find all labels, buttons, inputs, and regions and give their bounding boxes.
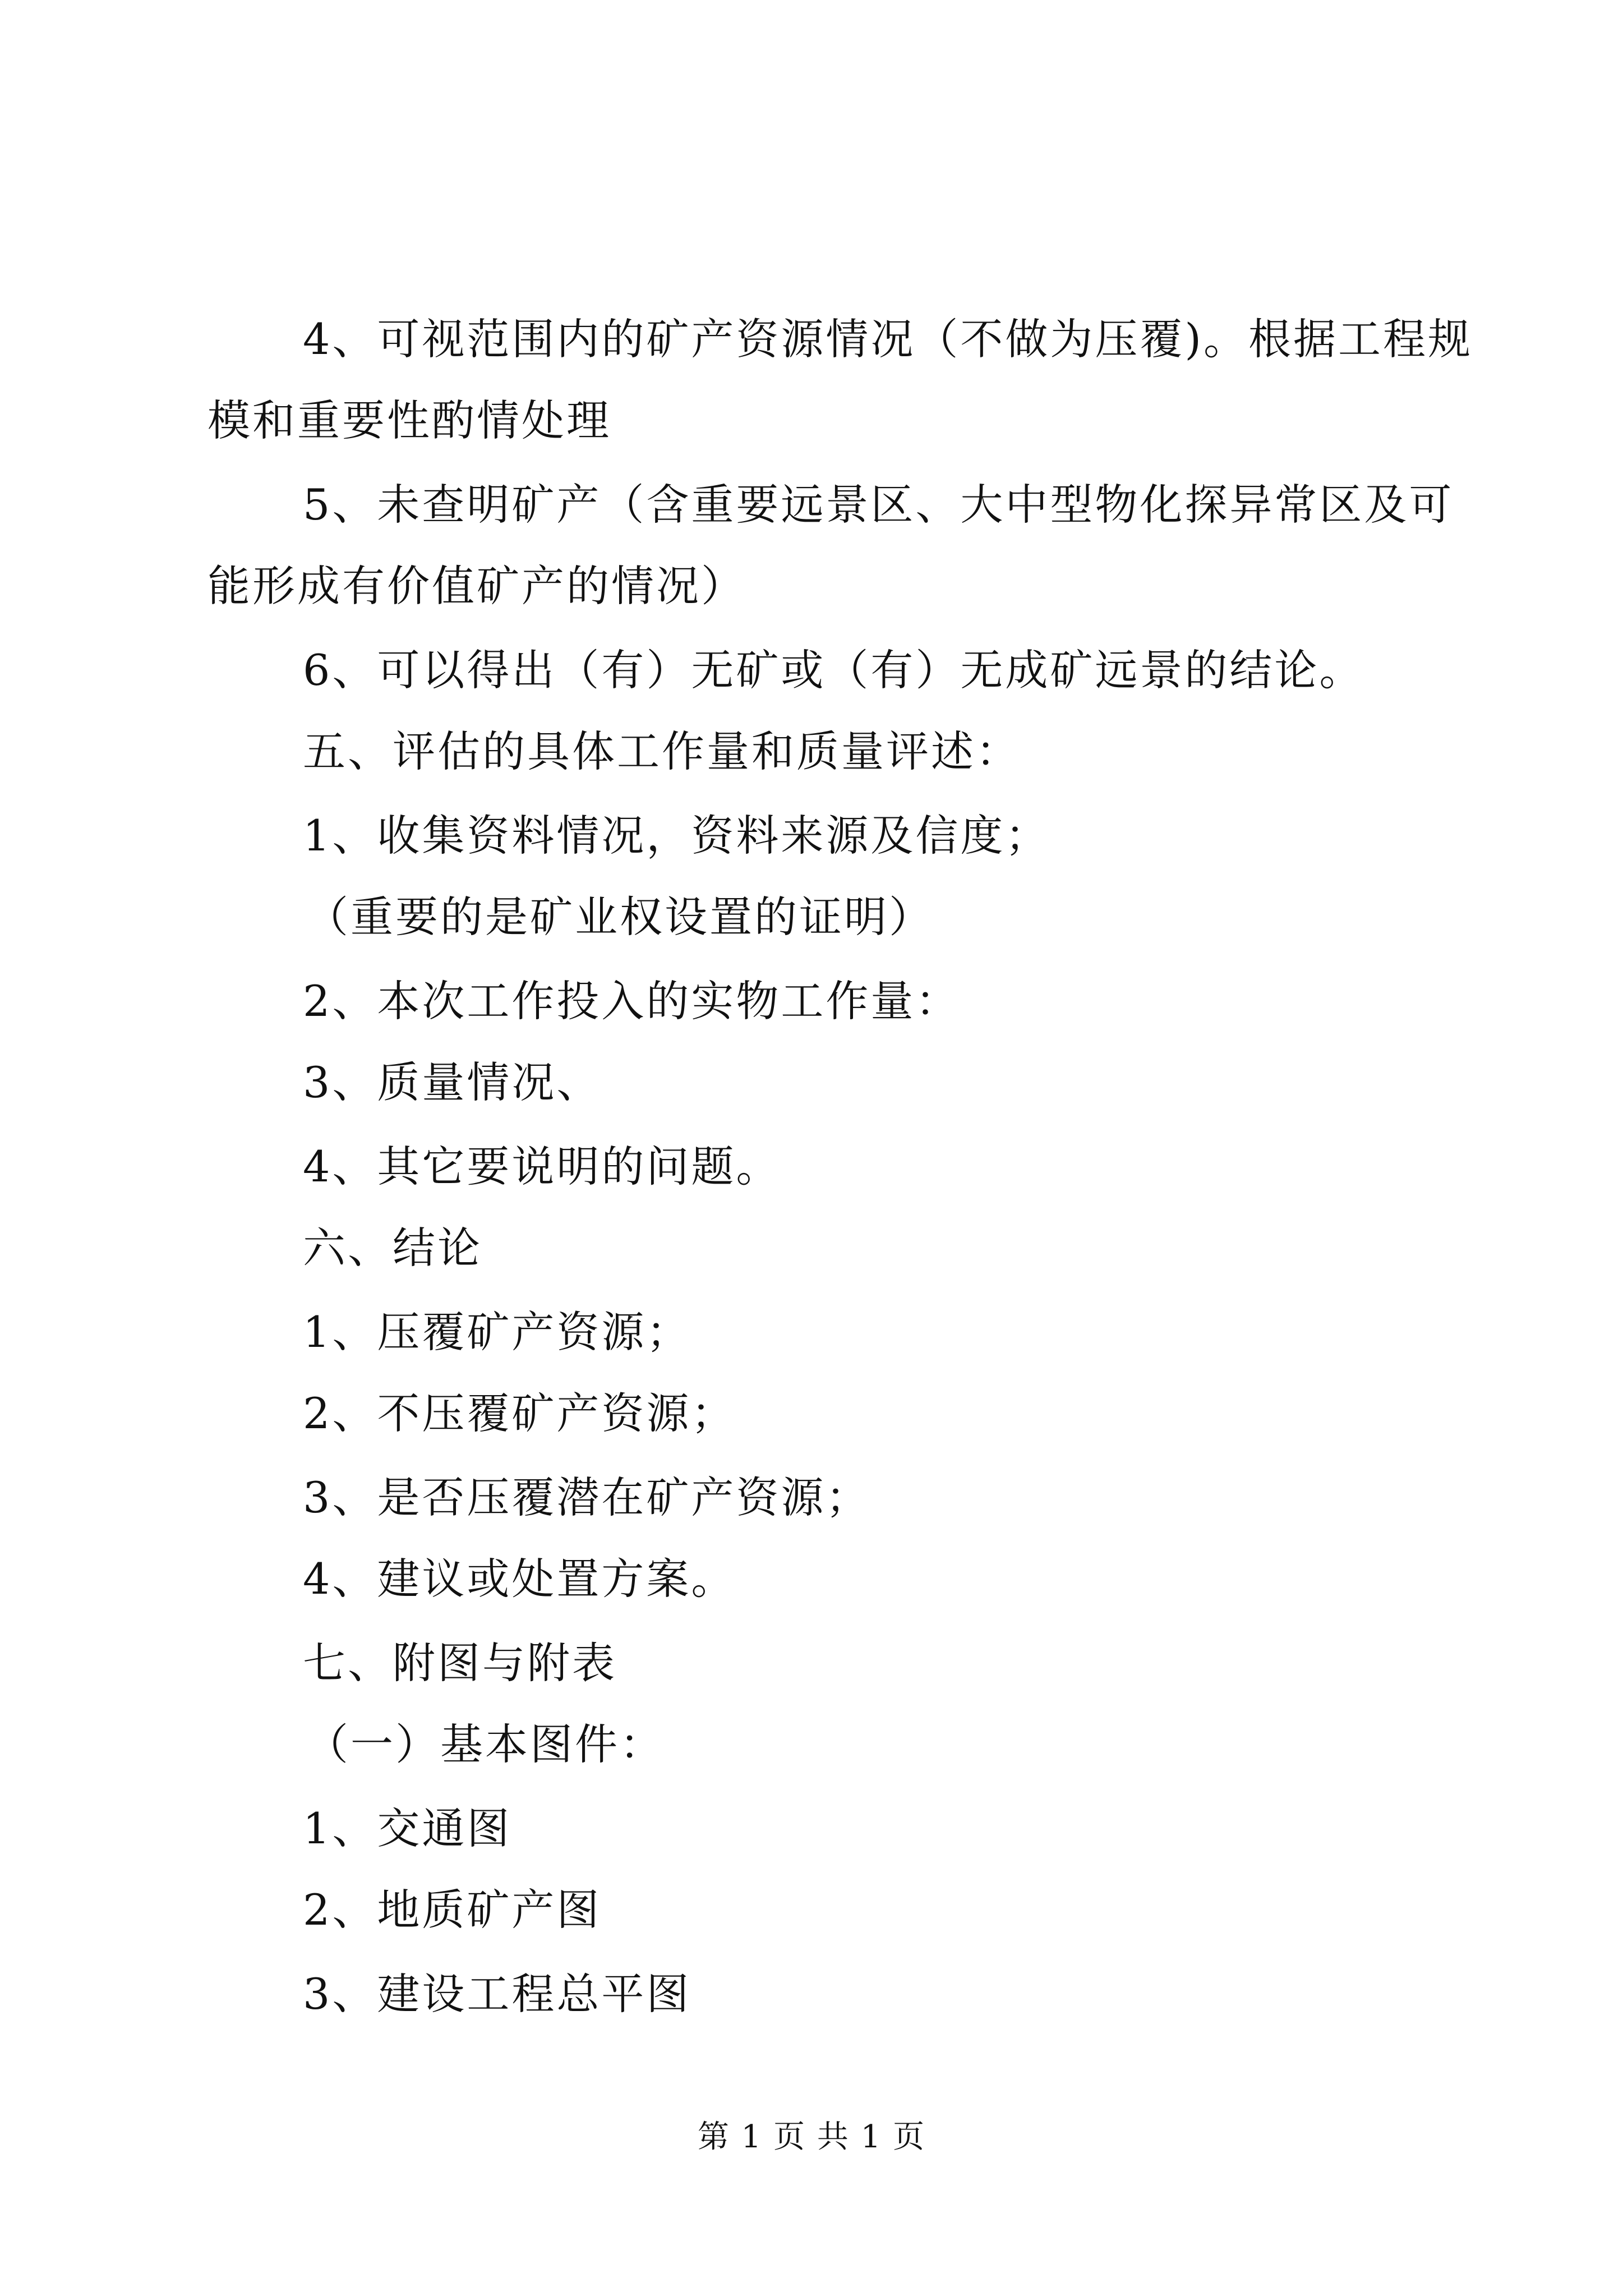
list-item: 1、收集资料情况，资料来源及信度； [303, 811, 1050, 861]
page-footer: 第 1 页 共 1 页 [697, 2119, 926, 2155]
paragraph-line: 4、可视范围内的矿产资源情况（不做为压覆)。根据工程规 [303, 314, 1473, 364]
list-item: 2、本次工作投入的实物工作量： [303, 976, 961, 1026]
list-item: 1、压覆矿产资源； [303, 1307, 691, 1357]
section-heading: 七、附图与附表 [303, 1638, 617, 1688]
list-item: 3、是否压覆潜在矿产资源； [303, 1473, 871, 1522]
list-item: 4、其它要说明的问题。 [303, 1142, 781, 1191]
paragraph-line: 能形成有价值矿产的情况） [208, 561, 746, 611]
list-item: 2、不压覆矿产资源； [303, 1388, 736, 1438]
paragraph-line: （重要的是矿业权设置的证明） [306, 892, 934, 942]
section-heading: 五、评估的具体工作量和质量评述： [303, 726, 1021, 776]
paragraph-line: 6、可以得出（有）无矿或（有）无成矿远景的结论。 [303, 645, 1364, 695]
section-heading: 六、结论 [303, 1223, 482, 1273]
list-item: 2、地质矿产图 [303, 1885, 602, 1935]
list-item: 1、交通图 [303, 1803, 512, 1853]
paragraph-line: 5、未查明矿产（含重要远景区、大中型物化探异常区及可 [303, 480, 1454, 530]
list-item: 3、质量情况、 [303, 1057, 602, 1107]
list-item: 4、建议或处置方案。 [303, 1554, 736, 1604]
subsection-heading: （一）基本图件： [306, 1719, 665, 1769]
list-item: 3、建设工程总平图 [303, 1969, 691, 2019]
paragraph-line: 模和重要性酌情处理 [208, 395, 611, 445]
